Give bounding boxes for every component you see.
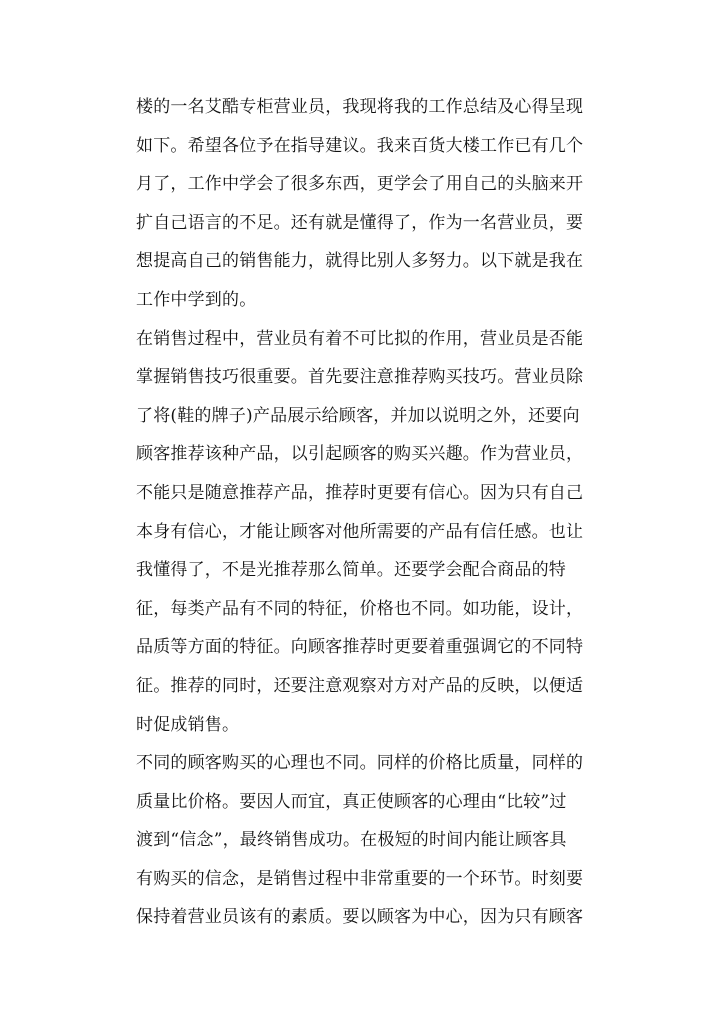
text-line: 如下。希望各位予在指导建议。我来百货大楼工作已有几个: [136, 135, 584, 156]
text-line: 顾客推荐该种产品，以引起顾客的购买兴趣。作为营业员，: [136, 444, 584, 465]
text-line: 不能只是随意推荐产品，推荐时更要有信心。因为只有自己: [136, 482, 584, 503]
text-line: 楼的一名艾酷专柜营业员，我现将我的工作总结及心得呈现: [136, 97, 584, 117]
text-line: 有购买的信念，是销售过程中非常重要的一个环节。时刻要: [136, 868, 584, 889]
text-line: 渡到“信念”，最终销售成功。在极短的时间内能让顾客具: [136, 830, 567, 851]
text-line: 掌握销售技巧很重要。首先要注意推荐购买技巧。营业员除: [136, 367, 584, 388]
text-line: 质量比价格。要因人而宜，真正使顾客的心理由“比较”过: [136, 791, 567, 812]
text-line: 征。推荐的同时，还要注意观察对方对产品的反映，以便适: [136, 675, 584, 696]
body-text: [136, 88, 588, 937]
text-line: 扩自己语言的不足。还有就是懂得了，作为一名营业员，要: [136, 212, 584, 233]
text-line: 本身有信心，才能让顾客对他所需要的产品有信任感。也让: [136, 521, 584, 542]
text-line: 月了，工作中学会了很多东西，更学会了用自己的头脑来开: [136, 174, 584, 195]
text-line: 时促成销售。: [136, 714, 240, 735]
text-line: 我懂得了，不是光推荐那么简单。还要学会配合商品的特: [136, 560, 566, 581]
text-line: 征，每类产品有不同的特征，价格也不同。如功能，设计，: [136, 598, 584, 619]
text-line: 想提高自己的销售能力，就得比别人多努力。以下就是我在: [136, 251, 584, 272]
text-line: 保持着营业员该有的素质。要以顾客为中心，因为只有顾客: [136, 907, 584, 928]
text-line: 了将(鞋的牌子)产品展示给顾客，并加以说明之外，还要向: [136, 405, 580, 426]
text-line: 工作中学到的。: [136, 289, 257, 310]
text-line: 品质等方面的特征。向顾客推荐时更要着重强调它的不同特: [136, 637, 584, 658]
text-line: 在销售过程中，营业员有着不可比拟的作用，营业员是否能: [136, 328, 584, 349]
text-line: 不同的顾客购买的心理也不同。同样的价格比质量，同样的: [136, 753, 584, 774]
